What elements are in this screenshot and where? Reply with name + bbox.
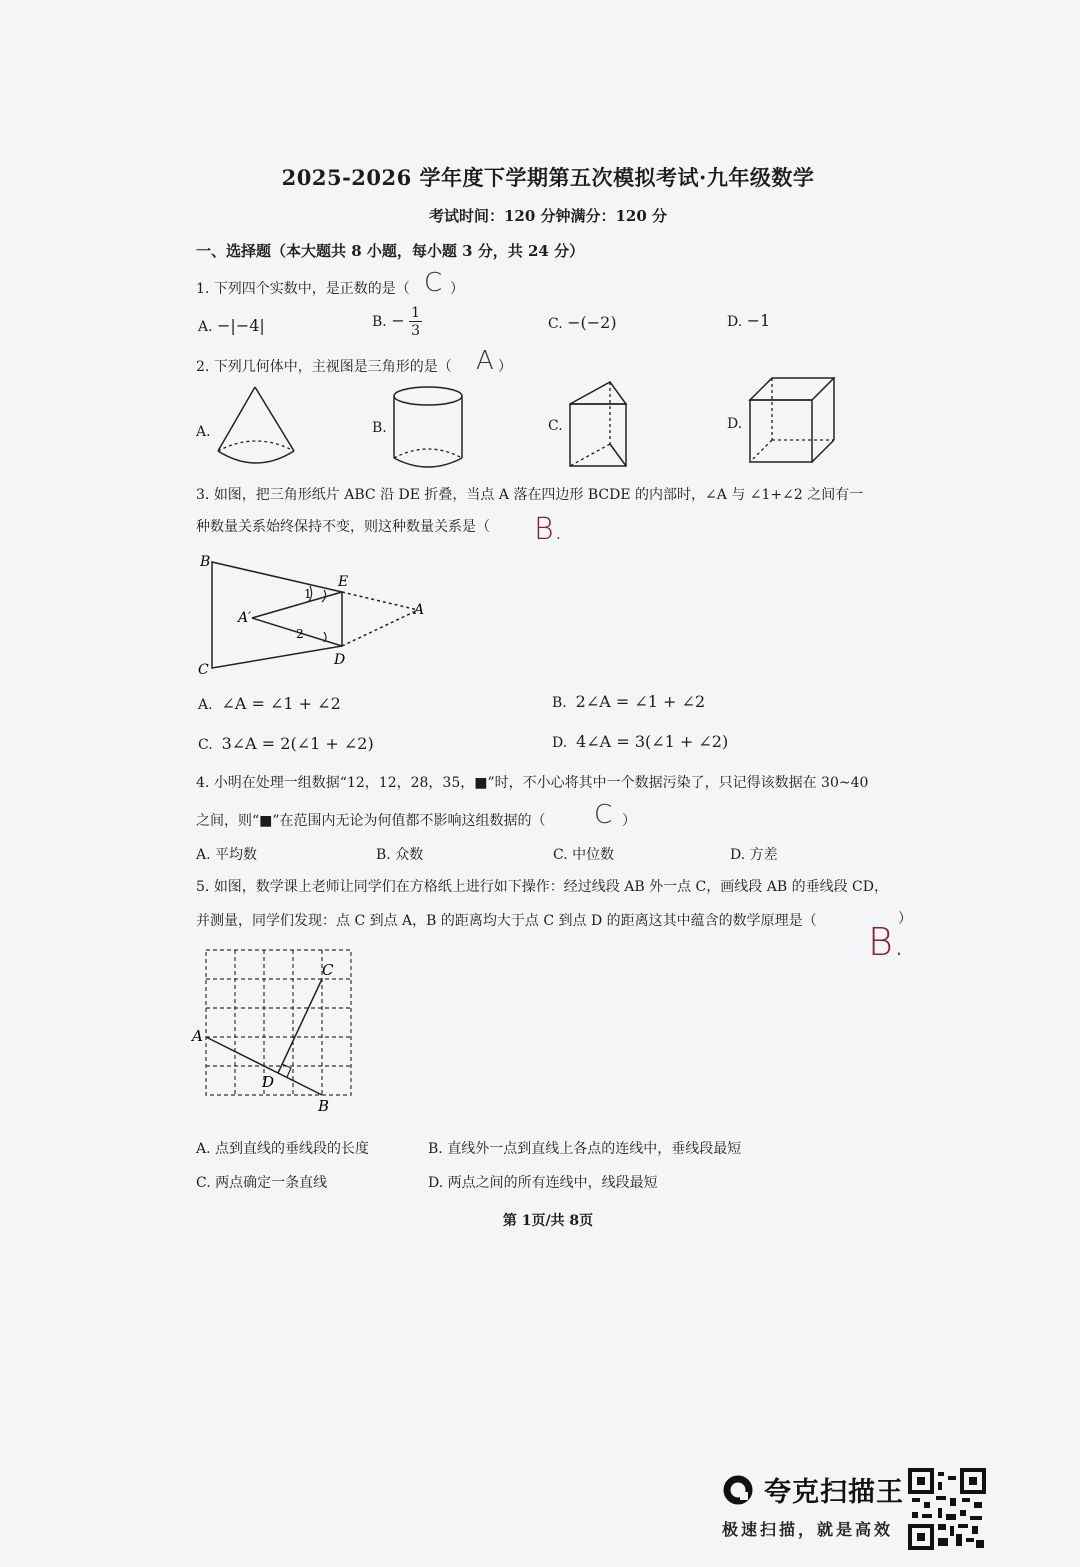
- option-value: −(−2): [567, 313, 617, 332]
- q2-option-c-label: C.: [548, 418, 563, 434]
- question-number: 3.: [196, 487, 210, 503]
- option-label: D.: [727, 314, 743, 330]
- q1-option-c: [548, 313, 617, 332]
- q2-option-b-label: B.: [372, 420, 387, 436]
- option-value-sign: −: [391, 311, 405, 330]
- question-close-paren: ）: [622, 813, 636, 829]
- label-d: D: [262, 1073, 275, 1091]
- option-value: 点到直线的垂线段的长度: [215, 1141, 370, 1157]
- label-b: B: [200, 554, 211, 570]
- label-e: E: [338, 574, 349, 590]
- question-text-line1: 如图，把三角形纸片 ABC 沿 DE 折叠，当点 A 落在四边形 BCDE 的内部时，∠A 与 ∠1+∠2 之间有一: [213, 487, 864, 503]
- q3-option-d: [552, 732, 728, 751]
- q4-option-c: [553, 844, 614, 864]
- option-value: 众数: [395, 847, 424, 863]
- triangular-prism-icon: [568, 380, 640, 472]
- question-number: 5.: [196, 879, 210, 895]
- option-label: A.: [198, 697, 213, 713]
- scanner-watermark: [722, 1470, 904, 1540]
- label-c: C: [322, 961, 334, 979]
- question-1: [196, 278, 410, 298]
- option-value: 平均数: [215, 847, 258, 863]
- scanner-slogan: 极速扫描，就是高效: [722, 1520, 894, 1539]
- scanner-brand-name: 夸克扫描王: [764, 1477, 904, 1508]
- question-3-line2: 种数量关系始终保持不变，则这种数量关系是（: [196, 519, 490, 535]
- question-5-line2: 并测量，同学们发现：点 C 到点 A，B 的距离均大于点 C 到点 D 的距离这其中蕴含的数学原理是（: [196, 913, 817, 929]
- denominator: 3: [411, 323, 420, 339]
- q4-option-a: [196, 844, 257, 864]
- q3-option-b: [552, 692, 705, 711]
- label-b: B: [318, 1097, 330, 1115]
- option-label: A.: [198, 319, 213, 335]
- page-number: 第 1页/共 8页: [502, 1213, 594, 1229]
- option-label: B.: [376, 847, 391, 863]
- handwritten-answer-4: C: [594, 800, 613, 830]
- option-value: 2∠A = ∠1 + ∠2: [575, 692, 706, 711]
- option-value: 方差: [749, 847, 778, 863]
- option-label: B.: [552, 695, 567, 711]
- q3-option-c: [198, 734, 374, 753]
- fraction: [409, 306, 422, 338]
- option-value: 直线外一点到直线上各点的连线中，垂线段最短: [447, 1141, 742, 1157]
- question-4: [196, 772, 916, 792]
- question-number: 1.: [196, 281, 210, 297]
- q1-option-a: [198, 316, 265, 335]
- section-heading: 一、选择题（本大题共 8 小题，每小题 3 分，共 24 分）: [196, 242, 585, 260]
- option-label: C.: [198, 737, 213, 753]
- q1-option-b: [372, 306, 422, 338]
- label-c: C: [198, 662, 209, 678]
- option-label: C.: [196, 1175, 211, 1191]
- option-label: C.: [548, 316, 563, 332]
- cone-icon: [214, 385, 294, 470]
- option-value: −|−4|: [217, 316, 265, 335]
- q3-option-a: [198, 694, 341, 713]
- option-value: 两点确定一条直线: [215, 1175, 328, 1191]
- option-value: 中位数: [572, 847, 615, 863]
- label-angle-1: 1: [304, 587, 312, 601]
- label-a: A: [192, 1027, 203, 1045]
- option-label: B.: [372, 314, 387, 330]
- option-label: A.: [196, 847, 211, 863]
- q4-option-b: [376, 844, 423, 864]
- option-value: ∠A = ∠1 + ∠2: [221, 694, 341, 713]
- label-angle-2: 2: [296, 627, 304, 641]
- numerator: 1: [411, 305, 420, 321]
- q1-option-d: [727, 311, 770, 330]
- cylinder-icon: [392, 386, 464, 472]
- label-a: A: [414, 602, 425, 618]
- q5-option-b: [428, 1138, 741, 1158]
- exam-title: 2025-2026 学年度下学期第五次模拟考试·九年级数学: [281, 165, 815, 190]
- question-text-line1: 小明在处理一组数据“12，12，28，35，■”时，不小心将其中一个数据污染了，只记得该数据在 30~40: [213, 775, 869, 791]
- label-a-prime: A′: [238, 610, 252, 626]
- q5-option-a: [196, 1138, 369, 1158]
- label-d: D: [334, 652, 346, 668]
- option-label: D.: [730, 847, 746, 863]
- question-text: 下列四个实数中，是正数的是（: [213, 281, 410, 297]
- option-label: C.: [553, 847, 568, 863]
- option-value: 3∠A = 2(∠1 + ∠2): [221, 734, 374, 753]
- question-close-paren: ）: [498, 359, 512, 375]
- option-label: A.: [196, 1141, 211, 1157]
- option-value: 4∠A = 3(∠1 + ∠2): [576, 732, 729, 751]
- cube-icon: [748, 376, 838, 468]
- question-number: 2.: [196, 359, 210, 375]
- option-label: D.: [552, 735, 568, 751]
- option-value: −1: [746, 311, 771, 330]
- grid-paper-figure: [190, 945, 365, 1115]
- option-label: B.: [428, 1141, 443, 1157]
- question-close-paren: ）: [898, 911, 912, 927]
- q5-option-d: [428, 1172, 658, 1192]
- question-5: [196, 876, 926, 896]
- q4-option-d: [730, 844, 778, 864]
- handwritten-answer-3: B.: [534, 512, 564, 547]
- option-label: D.: [428, 1175, 444, 1191]
- qr-code-icon: [908, 1468, 986, 1550]
- question-4-line2: 之间，则“■”在范围内无论为何值都不影响这组数据的（: [196, 813, 546, 829]
- question-text: 下列几何体中，主视图是三角形的是（: [213, 359, 452, 375]
- question-text-line1: 如图，数学课上老师让同学们在方格纸上进行如下操作：经过线段 AB 外一点 C，画线段 AB 的垂线段 CD，: [213, 879, 888, 895]
- folded-triangle-figure: [190, 550, 440, 680]
- q2-option-d-label: D.: [727, 416, 743, 432]
- exam-subtitle: 考试时间：120 分钟满分：120 分: [428, 207, 668, 225]
- handwritten-answer-1: C: [424, 268, 443, 298]
- option-value: 两点之间的所有连线中，线段最短: [447, 1175, 658, 1191]
- question-number: 4.: [196, 775, 210, 791]
- question-3: [196, 484, 916, 504]
- q5-option-c: [196, 1172, 327, 1192]
- q2-option-a-label: A.: [196, 424, 211, 440]
- question-2: [196, 356, 452, 376]
- question-close-paren: ）: [450, 281, 464, 297]
- handwritten-answer-5: B.: [868, 920, 905, 964]
- quark-logo-icon: [722, 1474, 754, 1506]
- handwritten-answer-2: A: [476, 346, 494, 376]
